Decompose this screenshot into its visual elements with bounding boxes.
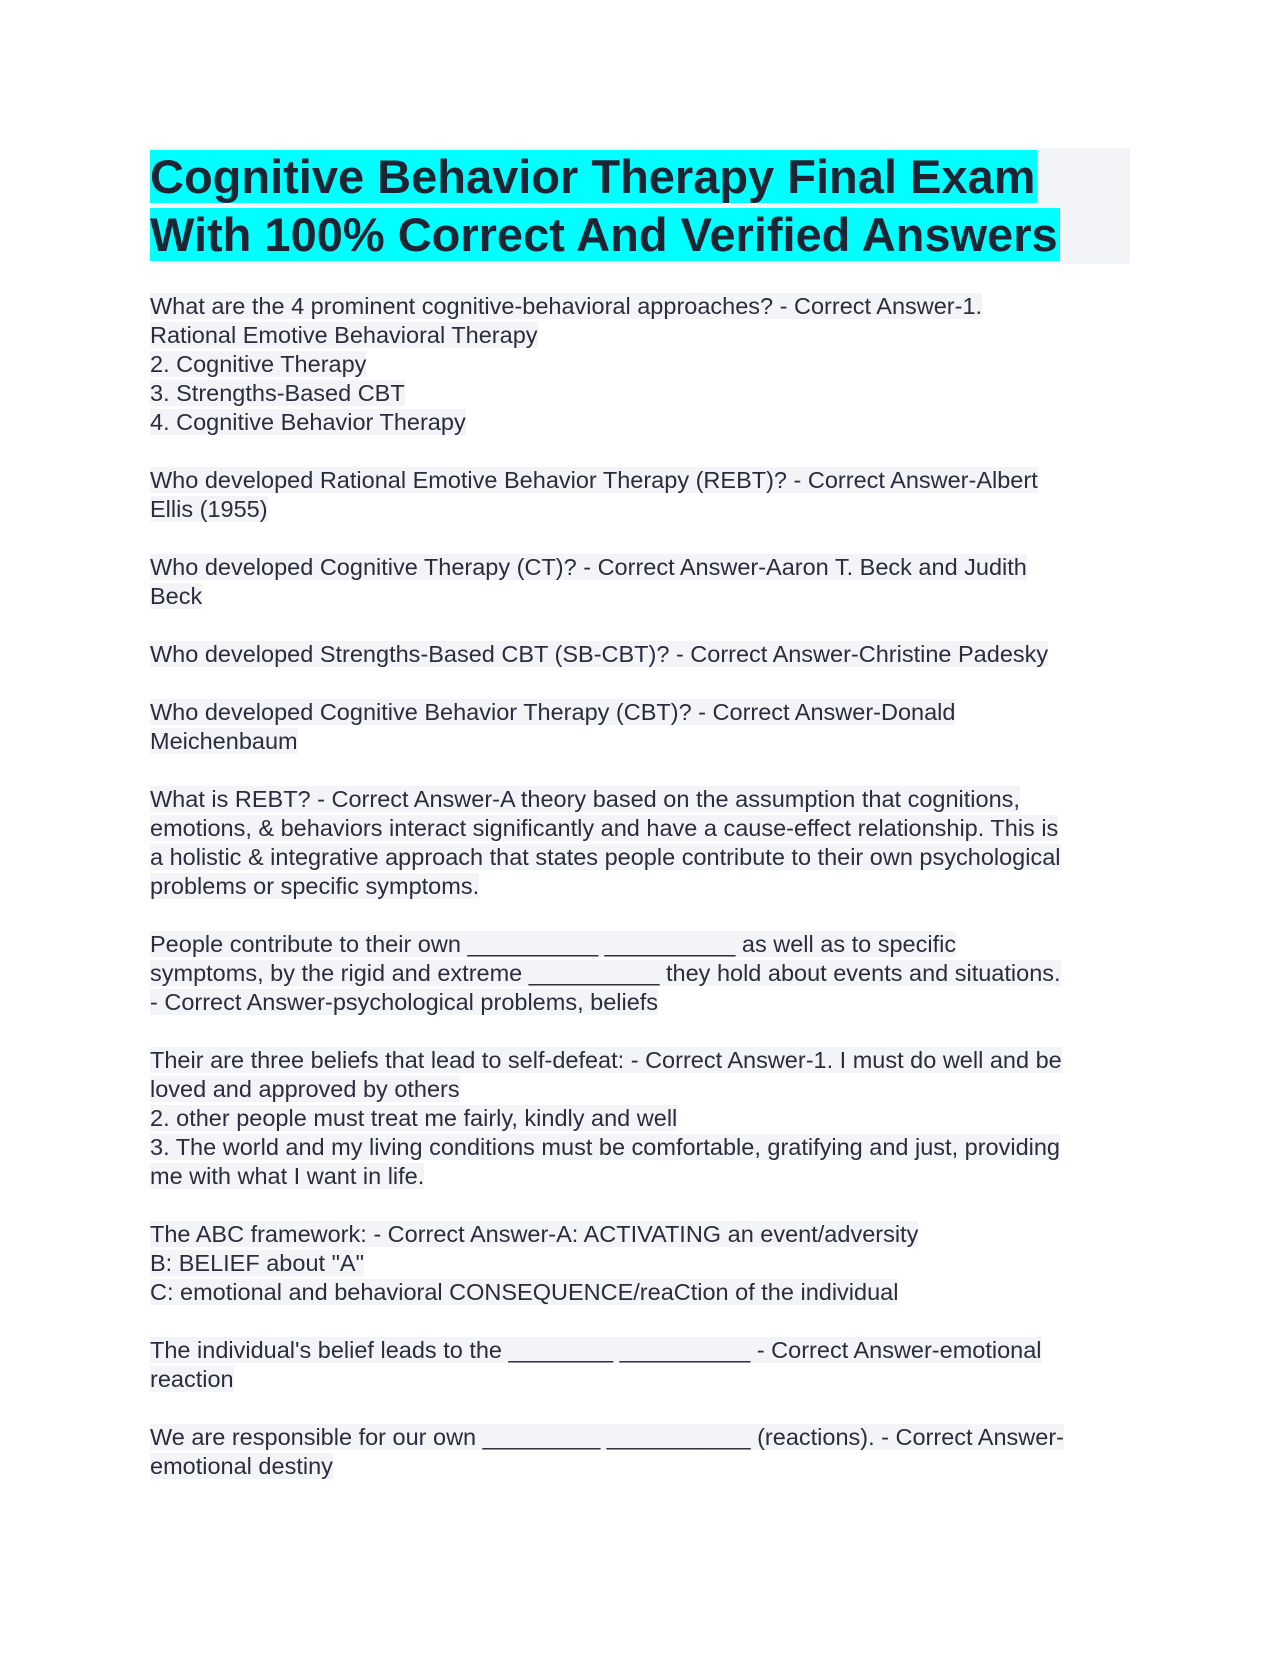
- qa-item: [150, 1046, 1140, 1191]
- qa-item-text: Who developed Cognitive Therapy (CT)? - Correct Answer-Aaron T. Beck and Judith Beck: [150, 554, 1027, 609]
- qa-item: [150, 785, 1140, 901]
- qa-item: [150, 1423, 1140, 1481]
- qa-item-text: The individual's belief leads to the ________ __________ - Correct Answer-emotional reaction: [150, 1337, 1042, 1392]
- qa-item-text: We are responsible for our own _________ ___________ (reactions). - Correct Answer- emotional destiny: [150, 1424, 1064, 1479]
- document-page: [150, 148, 1140, 1510]
- qa-item-text: Their are three beliefs that lead to self-defeat: - Correct Answer-1. I must do well and be loved and approved by others 2. other people must treat me fairly, kindly and well 3. The world and my living conditions must be comfortable, gratifying and just, providing me with what I want in life.: [150, 1047, 1062, 1189]
- qa-item: [150, 1220, 1140, 1307]
- qa-item: [150, 698, 1140, 756]
- title-row-1: [150, 148, 1130, 206]
- qa-item: [150, 466, 1140, 524]
- qa-item: [150, 640, 1140, 669]
- title-line-1: Cognitive Behavior Therapy Final Exam: [150, 150, 1036, 203]
- title-line-2: With 100% Correct And Verified Answers: [150, 208, 1058, 261]
- qa-item: [150, 1336, 1140, 1394]
- qa-item-text: The ABC framework: - Correct Answer-A: ACTIVATING an event/adversity B: BELIEF about "A" C: emotional and behavioral CONSEQUENCE/reaCtion of the individual: [150, 1221, 919, 1305]
- qa-item: [150, 553, 1140, 611]
- qa-item-text: Who developed Rational Emotive Behavior Therapy (REBT)? - Correct Answer-Albert Ellis (1955): [150, 467, 1038, 522]
- qa-item-text: People contribute to their own __________ __________ as well as to specific symptoms, by the rigid and extreme __________ they hold about events and situations. - Correct Answer-psychological problems, beliefs: [150, 931, 1061, 1015]
- qa-item: [150, 930, 1140, 1017]
- qa-item: [150, 292, 1140, 437]
- title-row-2: [150, 206, 1130, 264]
- qa-list: [150, 292, 1140, 1481]
- qa-item-text: Who developed Cognitive Behavior Therapy (CBT)? - Correct Answer-Donald Meichenbaum: [150, 699, 956, 754]
- qa-item-text: Who developed Strengths-Based CBT (SB-CBT)? - Correct Answer-Christine Padesky: [150, 641, 1049, 667]
- qa-item-text: What is REBT? - Correct Answer-A theory based on the assumption that cognitions, emotions, & behaviors interact significantly and have a cause-effect relationship. This is a holistic & integrative approach that states people contribute to their own psychological problems or specific symptoms.: [150, 786, 1061, 899]
- document-title: [150, 148, 1140, 264]
- qa-item-text: What are the 4 prominent cognitive-behavioral approaches? - Correct Answer-1. Rational Emotive Behavioral Therapy 2. Cognitive Therapy 3. Strengths-Based CBT 4. Cognitive Behavior Therapy: [150, 293, 983, 435]
